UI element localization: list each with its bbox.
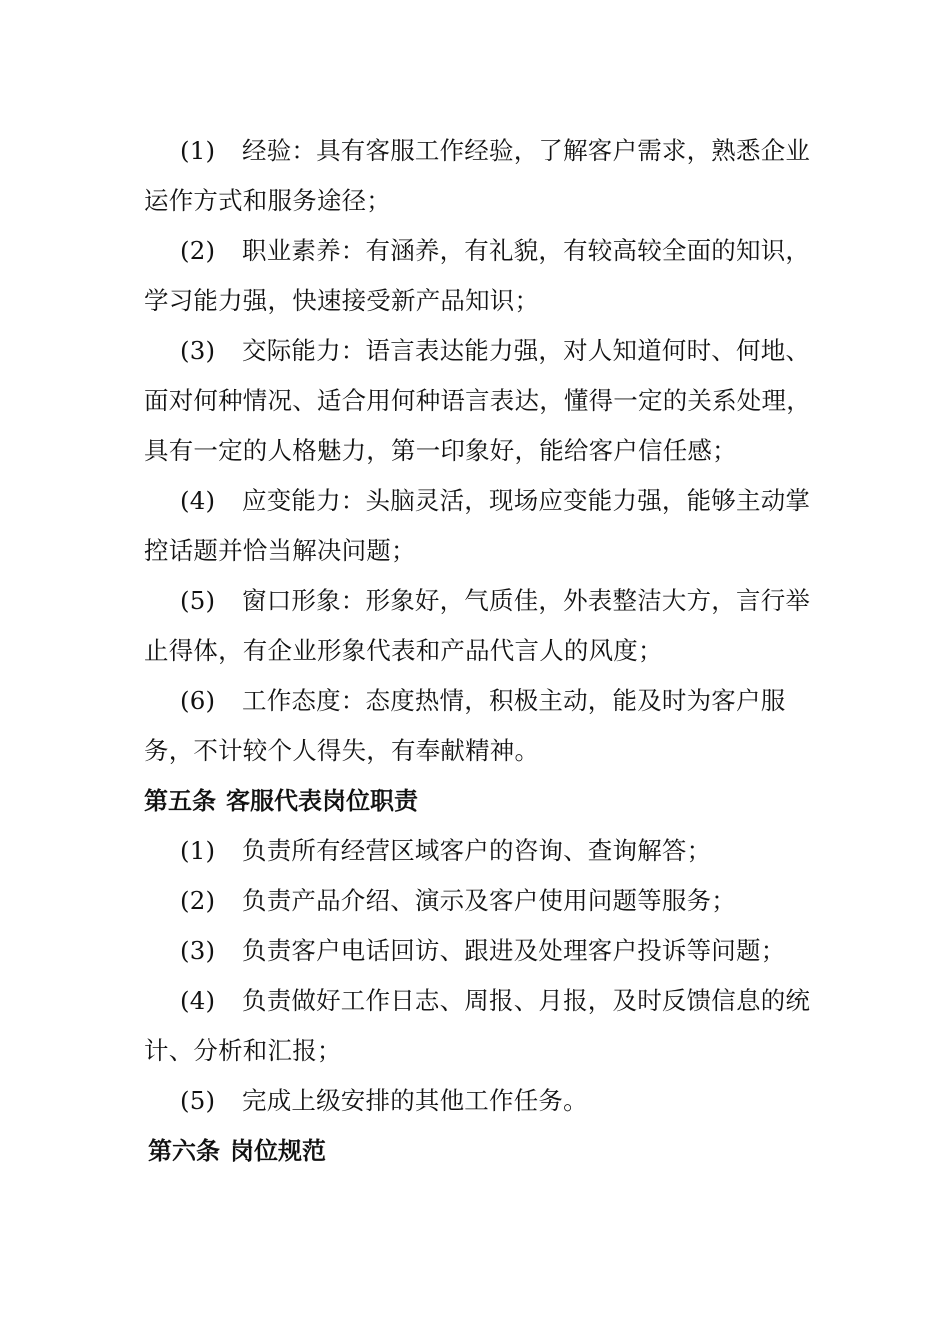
item-text: 窗口形象：形象好，气质佳，外表整洁大方，言行举止得体，有企业形象代表和产品代言人的风度； <box>144 586 811 665</box>
article-number: 第六条 <box>148 1137 220 1165</box>
item-number: (5) <box>180 1086 216 1115</box>
item-text: 应变能力：头脑灵活，现场应变能力强，能够主动掌控话题并恰当解决问题； <box>144 486 811 565</box>
article-title: 岗位规范 <box>230 1137 326 1165</box>
list-item <box>144 876 834 926</box>
item-text: 工作态度：态度热情，积极主动，能及时为客户服务，不计较个人得失，有奉献精神。 <box>144 686 786 765</box>
item-text: 交际能力：语言表达能力强，对人知道何时、何地、面对何种情况、适合用何种语言表达，懂得一定的关系处理，具有一定的人格魅力，第一印象好，能给客户信任感； <box>144 336 811 465</box>
list-item <box>144 826 834 876</box>
item-number: (3) <box>180 336 216 365</box>
item-text: 经验：具有客服工作经验，了解客户需求，熟悉企业运作方式和服务途径； <box>144 136 811 215</box>
section-heading-article-6 <box>144 1126 834 1176</box>
item-text: 完成上级安排的其他工作任务。 <box>242 1086 588 1115</box>
item-number: (3) <box>180 936 216 965</box>
item-text: 职业素养：有涵养，有礼貌，有较高较全面的知识，学习能力强，快速接受新产品知识； <box>144 236 811 315</box>
item-number: (5) <box>180 586 216 615</box>
item-number: (4) <box>180 486 216 515</box>
item-number: (6) <box>180 686 216 715</box>
item-text: 负责做好工作日志、周报、月报，及时反馈信息的统计、分析和汇报； <box>144 986 811 1065</box>
item-number: (2) <box>180 236 216 265</box>
item-number: (1) <box>180 836 216 865</box>
list-item <box>144 1076 834 1126</box>
item-text: 负责产品介绍、演示及客户使用问题等服务； <box>242 886 736 915</box>
article-number: 第五条 <box>144 787 216 815</box>
list-item <box>144 226 834 326</box>
item-number: (2) <box>180 886 216 915</box>
item-number: (4) <box>180 986 216 1015</box>
list-item <box>144 576 834 676</box>
item-number: (1) <box>180 136 216 165</box>
list-item <box>144 326 834 476</box>
list-item <box>144 926 834 976</box>
section-heading-article-5 <box>144 776 834 826</box>
list-item <box>144 476 834 576</box>
list-item <box>144 126 834 226</box>
list-item <box>144 976 834 1076</box>
item-text: 负责客户电话回访、跟进及处理客户投诉等问题； <box>242 936 786 965</box>
list-item <box>144 676 834 776</box>
article-title: 客服代表岗位职责 <box>226 787 418 815</box>
item-text: 负责所有经营区域客户的咨询、查询解答； <box>242 836 712 865</box>
document-body <box>144 126 834 1176</box>
